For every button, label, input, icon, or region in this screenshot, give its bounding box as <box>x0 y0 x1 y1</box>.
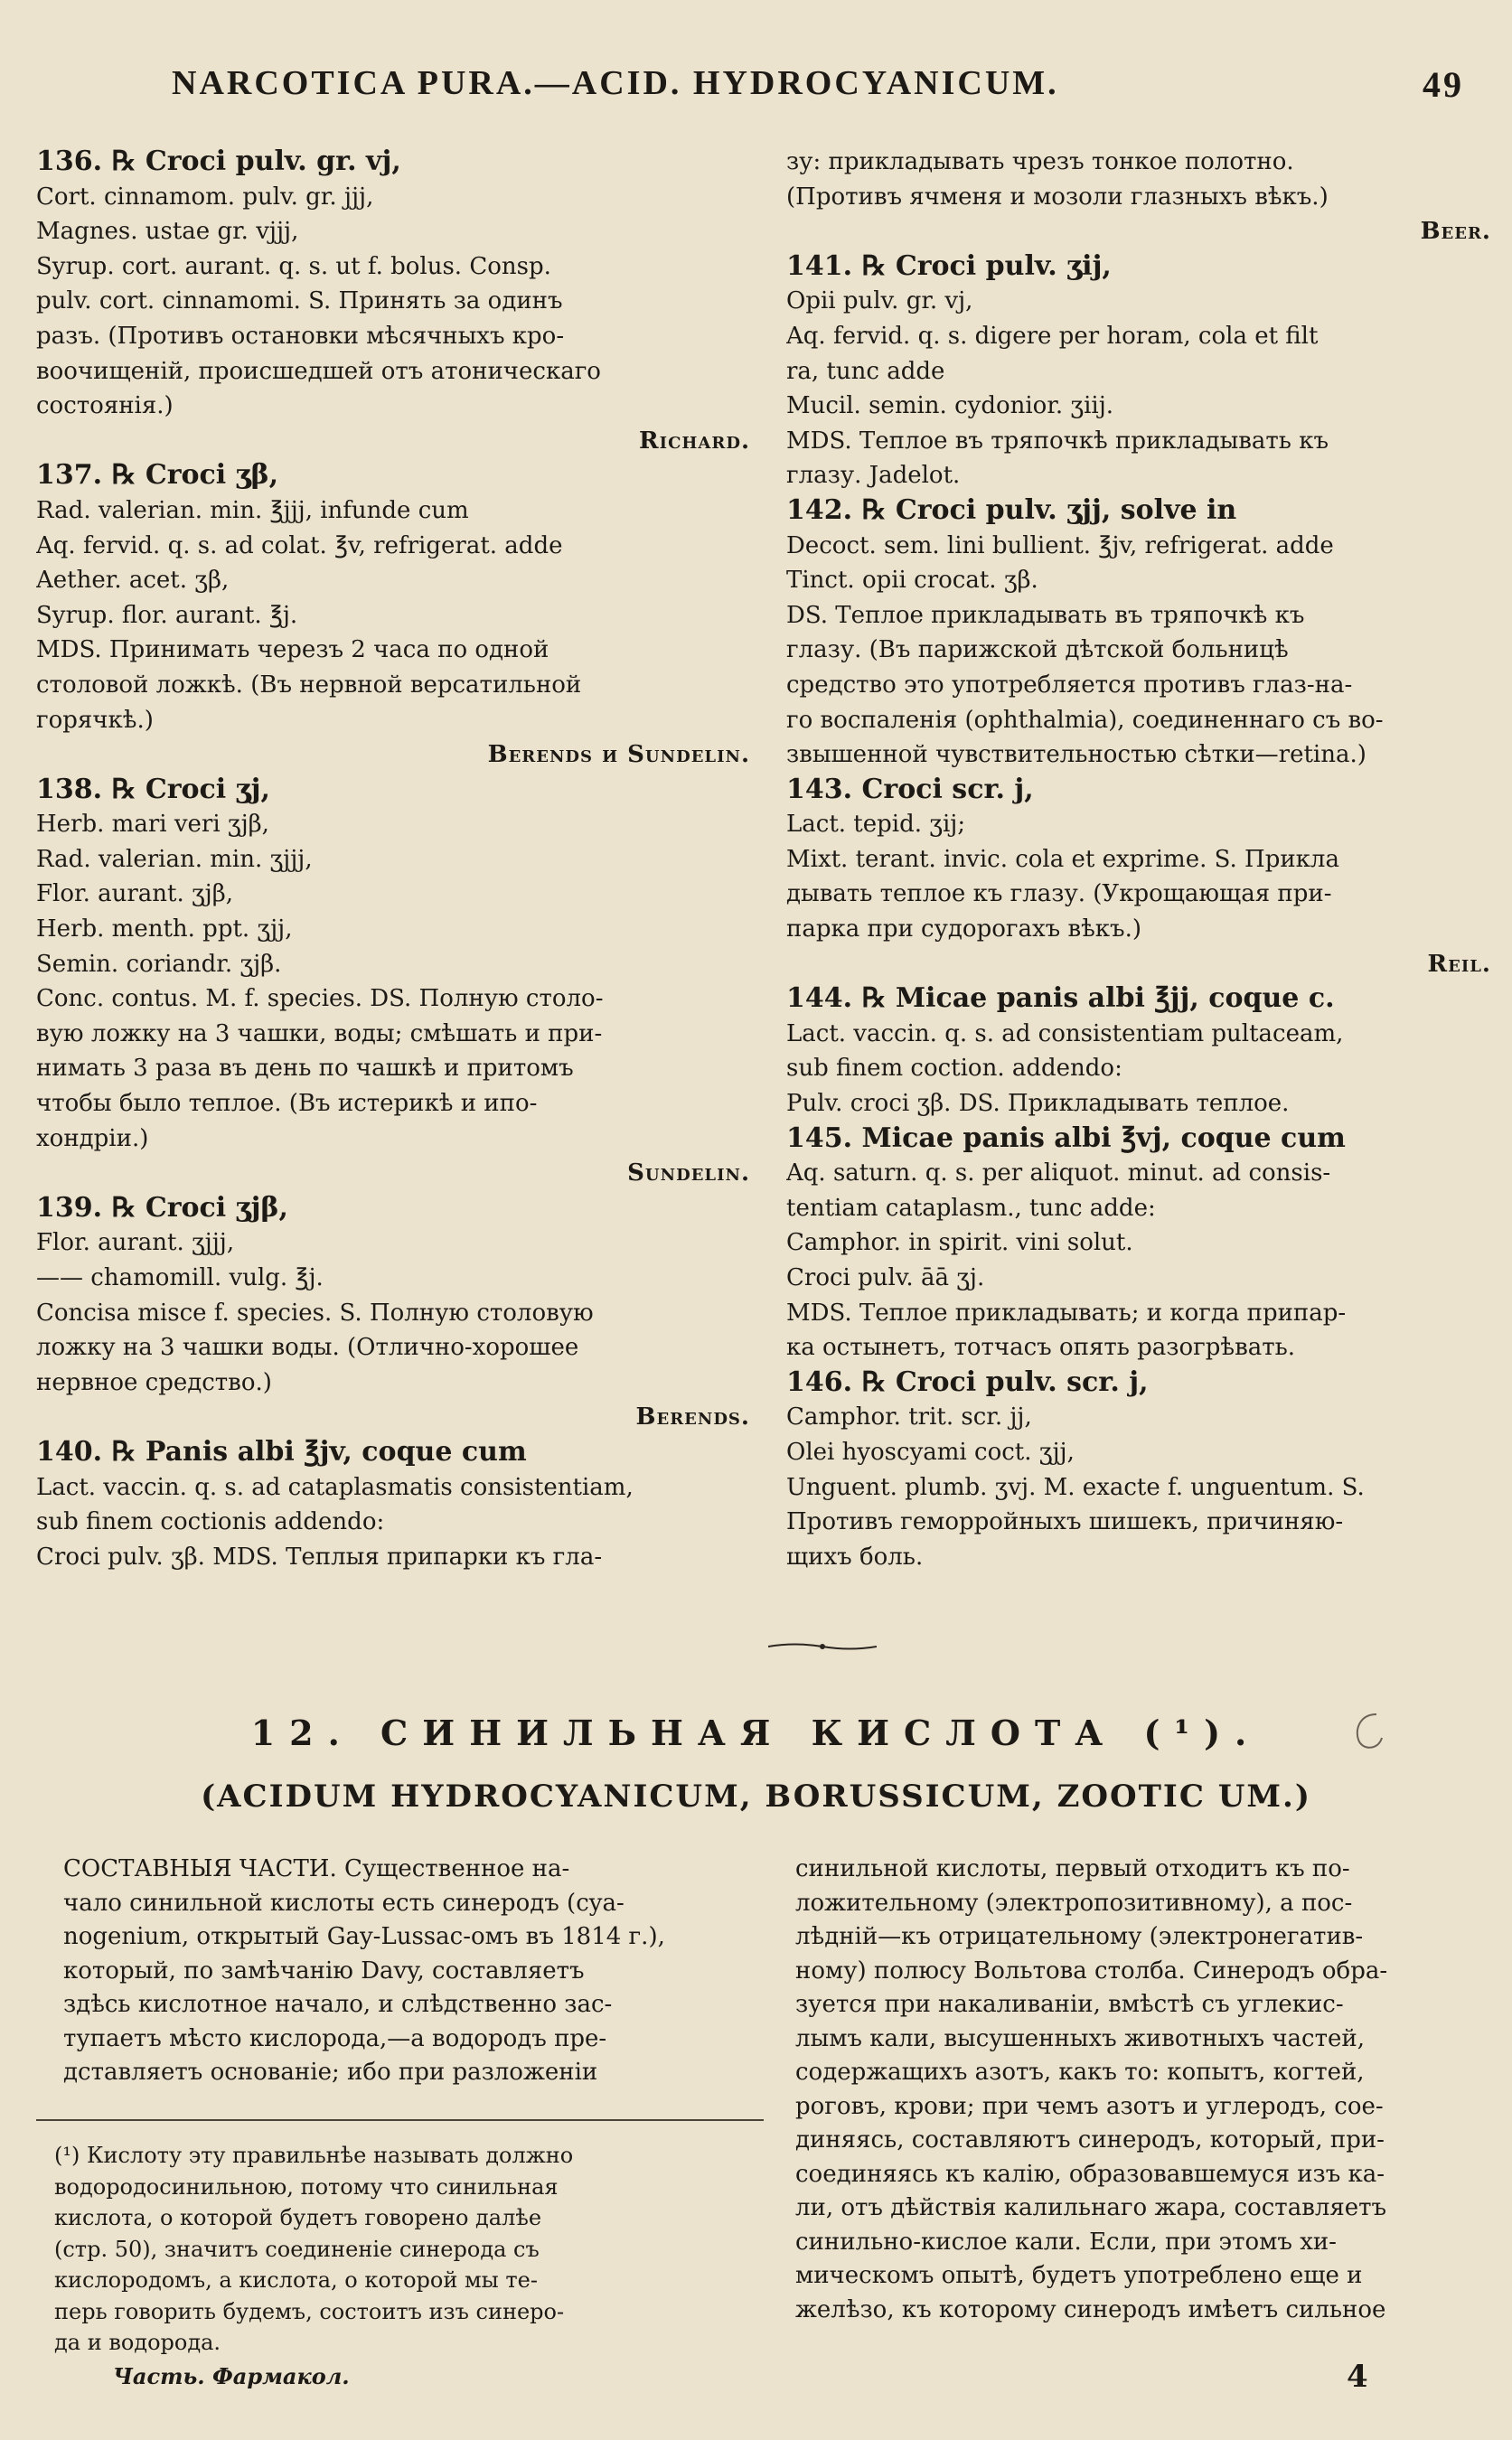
recipe-heading-line: 145. Micae panis albi ℥vj, coque cum <box>786 1121 1346 1154</box>
footnote-line: кислота, о которой будетъ говорено далѣе <box>54 2205 542 2230</box>
text-line: Semin. coriandr. ʒjβ. <box>36 950 282 978</box>
text-line: ложку на 3 чашки воды. (Отлично-хорошее <box>36 1334 579 1362</box>
text-line: Camphor. in spirit. vini solut. <box>786 1229 1133 1257</box>
recipe-heading-line: 143. Croci scr. j, <box>786 773 1034 805</box>
footnote <box>54 2140 768 2359</box>
text-line: нимать 3 раза въ день по чашкѣ и притомъ <box>36 1055 574 1083</box>
body-text-line: мическомъ опытѣ, будетъ употреблено еще и <box>795 2262 1363 2289</box>
text-line: Aether. acet. ʒβ, <box>36 567 230 595</box>
body-right-column <box>795 1853 1505 2327</box>
text-line: Herb. mari veri ʒjβ, <box>36 811 269 839</box>
text-line: sub finem coction. addendo: <box>786 1055 1122 1083</box>
section-subtitle: (ACIDUM HYDROCYANICUM, BORUSSICUM, ZOOTIC UM.) <box>201 1778 1311 1815</box>
text-line: Aq. fervid. q. s. digere per horam, cola et filt <box>786 322 1319 350</box>
recipe-heading-line: 142. ℞ Croci pulv. ʒjj, solve in <box>786 493 1237 526</box>
page-number: 49 <box>1423 64 1464 105</box>
text-line: MDS. Принимать черезъ 2 часа по одной <box>36 636 549 664</box>
author-signature: Sundelin. <box>627 1159 750 1187</box>
text-line: го воспаленія (ophthalmia), соединеннаго съ во- <box>786 706 1384 734</box>
text-line: Mixt. terant. invic. cola et exprime. S. Прикла <box>786 845 1339 873</box>
text-line: парка при судорогахъ вѣкъ.) <box>786 915 1141 943</box>
text-line: разъ. (Противъ остановки мѣсячныхъ кро- <box>36 322 565 350</box>
body-text-line: лѣдній—къ отрицательному (электронегатив- <box>795 1923 1364 1950</box>
body-text-line: ному) полюсу Вольтова столба. Синеродъ обра- <box>795 1957 1388 1985</box>
text-line: Syrup. cort. aurant. q. s. ut f. bolus. Consp. <box>36 252 551 280</box>
body-text-line: диняясь, составляютъ синеродъ, который, при- <box>795 2126 1385 2154</box>
body-text-line: зуется при накаливаніи, вмѣстѣ съ углекис- <box>795 1991 1344 2018</box>
text-line: Tinct. opii crocat. ʒβ. <box>786 567 1038 595</box>
text-line: звышенной чувствительностью сѣтки—retina.) <box>786 741 1366 769</box>
section-title: 12. СИНИЛЬНАЯ КИСЛОТА (¹). <box>250 1713 1262 1753</box>
body-text-line: тупаетъ мѣсто кислорода,—а водородъ пре- <box>63 2024 607 2052</box>
text-line: Aq. saturn. q. s. per aliquot. minut. ad consis- <box>786 1159 1331 1187</box>
body-text-line: nogenium, открытый Gay-Lussac-омъ въ 1814 г.), <box>63 1923 665 1950</box>
text-line: зу: прикладывать чрезъ тонкое полотно. <box>786 148 1294 175</box>
body-text-line: дставляетъ основаніе; ибо при разложеніи <box>63 2059 598 2086</box>
recipe-heading-line: 136. ℞ Croci pulv. gr. vj, <box>36 145 401 177</box>
text-line: Concisa misce f. species. S. Полную столовую <box>36 1299 594 1327</box>
recipe-heading-line: 141. ℞ Croci pulv. ʒij, <box>786 249 1112 282</box>
printer-signature: Часть. Фармакол. <box>113 2363 350 2389</box>
recipe-heading-line: 140. ℞ Panis albi ℥jv, coque cum <box>36 1435 527 1468</box>
text-line: MDS. Теплое прикладывать; и когда припар- <box>786 1299 1347 1327</box>
text-line: Противъ геморройныхъ шишекъ, причиняю- <box>786 1508 1344 1536</box>
text-line: Unguent. plumb. ʒvj. M. exacte f. unguentum. S. <box>786 1473 1365 1501</box>
text-line: горячкѣ.) <box>36 706 154 734</box>
author-signature: Richard. <box>639 427 750 455</box>
recipe-heading-line: 137. ℞ Croci ʒβ, <box>36 459 279 492</box>
text-line: Cort. cinnamom. pulv. gr. jjj, <box>36 183 374 211</box>
body-text-line: лымъ кали, высушенныхъ животныхъ частей, <box>795 2024 1365 2052</box>
footnote-line: (стр. 50), значитъ соединеніе синерода съ <box>54 2236 540 2262</box>
text-line: Conc. contus. M. f. species. DS. Полную столо- <box>36 985 604 1013</box>
recipes-right-column <box>786 145 1500 1574</box>
text-line: дывать теплое къ глазу. (Укрощающая при- <box>786 880 1332 908</box>
text-line: Flor. aurant. ʒjjj, <box>36 1229 235 1257</box>
section-separator <box>768 1640 877 1653</box>
text-line: Camphor. trit. scr. jj, <box>786 1403 1032 1431</box>
body-text-line: синильно-кислое кали. Если, при этомъ хи- <box>795 2228 1337 2256</box>
text-line: глазу. (Въ парижской дѣтской больницѣ <box>786 636 1289 664</box>
author-signature: Berends и Sundelin. <box>487 741 750 769</box>
text-line: ra, tunc adde <box>786 357 945 385</box>
footnote-line: (¹) Кислоту эту правильнѣе называть должно <box>54 2143 574 2168</box>
text-line: tentiam cataplasm., tunc adde: <box>786 1194 1156 1222</box>
text-line: sub finem coctionis addendo: <box>36 1508 385 1536</box>
running-head <box>172 63 1464 108</box>
body-text-line: желѣзо, къ которому синеродъ имѣетъ сильное <box>795 2295 1386 2323</box>
text-line: Croci pulv. ʒβ. MDS. Теплыя припарки къ гла- <box>36 1543 603 1571</box>
recipe-heading-line: 139. ℞ Croci ʒjβ, <box>36 1191 288 1224</box>
text-line: Flor. aurant. ʒjβ, <box>36 880 234 908</box>
text-line: Croci pulv. āā ʒj. <box>786 1264 985 1291</box>
text-line: чтобы было теплое. (Въ истерикѣ и ипо- <box>36 1090 538 1118</box>
text-line: Decoct. sem. lini bullient. ℥jv, refrigerat. adde <box>786 531 1334 559</box>
author-signature: Reil. <box>1427 950 1491 978</box>
author-signature: Berends. <box>635 1403 750 1431</box>
body-text-line: СОСТАВНЫЯ ЧАСТИ. Существенное на- <box>63 1855 570 1882</box>
text-line: DS. Теплое прикладывать въ тряпочкѣ къ <box>786 601 1305 629</box>
text-line: нервное средство.) <box>36 1368 272 1396</box>
recipe-heading-line: 138. ℞ Croci ʒj, <box>36 773 270 805</box>
text-line: —— chamomill. vulg. ℥j. <box>36 1264 324 1291</box>
text-line: ка остынетъ, тотчасъ опять разогрѣвать. <box>786 1334 1296 1362</box>
body-text-line: который, по замѣчанію Davy, составляетъ <box>63 1957 585 1985</box>
text-line: хондріи.) <box>36 1124 149 1152</box>
body-text-line: соединяясь къ калію, образовавшемуся изъ ка- <box>795 2160 1385 2188</box>
text-line: состоянія.) <box>36 392 174 420</box>
text-line: Herb. menth. ppt. ʒjj, <box>36 915 293 943</box>
text-line: Rad. valerian. min. ʒjjj, <box>36 845 313 873</box>
footnote-line: да и водорода. <box>54 2330 221 2355</box>
footnote-line: водородосинильною, потому что синильная <box>54 2173 559 2200</box>
body-text-line: содержащихъ азотъ, какъ то: копытъ, когтей, <box>795 2059 1365 2086</box>
text-line: Rad. valerian. min. ℥jjj, infunde cum <box>36 496 469 524</box>
text-line: Mucil. semin. cydonior. ʒiij. <box>786 392 1114 420</box>
text-line: вую ложку на 3 чашки, воды; смѣшать и при- <box>36 1019 603 1047</box>
text-line: Lact. vaccin. q. s. ad consistentiam pultaceam, <box>786 1019 1344 1047</box>
footnote-rule <box>36 2119 764 2121</box>
body-text-line: роговъ, крови; при чемъ азотъ и углеродъ, сое- <box>795 2092 1384 2120</box>
text-line: MDS. Теплое въ тряпочкѣ прикладывать къ <box>786 427 1329 455</box>
text-line: воочищеній, происшедшей отъ атоническаго <box>36 357 601 385</box>
text-line: щихъ боль. <box>786 1543 924 1571</box>
text-line: средство это употребляется противъ глаз-на- <box>786 671 1353 699</box>
text-line: Magnes. ustae gr. vjjj, <box>36 218 299 246</box>
text-line: Pulv. croci ʒβ. DS. Прикладывать теплое. <box>786 1090 1290 1118</box>
ink-mark-icon <box>1351 1711 1387 1752</box>
text-line: pulv. cort. cinnamomi. S. Принять за одинъ <box>36 287 563 315</box>
body-left-column <box>63 1853 768 2090</box>
recipe-heading-line: 144. ℞ Micae panis albi ℥jj, coque c. <box>786 982 1335 1015</box>
footnote-line: перь говорить будемъ, состоитъ изъ синеро- <box>54 2298 565 2324</box>
body-text-line: ложительному (электропозитивному), а пос- <box>795 1889 1353 1917</box>
body-text-line: чало синильной кислоты есть синеродъ (cya- <box>63 1889 625 1917</box>
text-line: Opii pulv. gr. vj, <box>786 287 973 315</box>
text-line: Syrup. flor. aurant. ℥j. <box>36 601 298 629</box>
recipes-left-column <box>36 145 759 1574</box>
text-line: Aq. fervid. q. s. ad colat. ℥v, refrigerat. adde <box>36 531 563 559</box>
text-line: глазу. Jadelot. <box>786 462 961 490</box>
body-text-line: ли, отъ дѣйствія калильнаго жара, составляетъ <box>795 2194 1387 2221</box>
footnote-line: кислородомъ, а кислота, о которой мы те- <box>54 2267 538 2293</box>
text-line: Olei hyoscyami coct. ʒjj, <box>786 1438 1075 1466</box>
text-line: (Противъ ячменя и мозоли глазныхъ вѣкъ.) <box>786 183 1329 211</box>
recipe-heading-line: 146. ℞ Croci pulv. scr. j, <box>786 1365 1149 1398</box>
body-text-line: здѣсь кислотное начало, и слѣдственно зас- <box>63 1991 613 2018</box>
running-title: NARCOTICA PURA.—ACID. HYDROCYANICUM. <box>172 64 1059 102</box>
text-line: Lact. vaccin. q. s. ad cataplasmatis consistentiam, <box>36 1473 634 1501</box>
author-signature: Beer. <box>1420 218 1491 246</box>
text-line: Lact. tepid. ʒij; <box>786 811 966 839</box>
text-line: столовой ложкѣ. (Въ нервной версатильной <box>36 671 582 699</box>
body-text-line: синильной кислоты, первый отходитъ къ по- <box>795 1855 1350 1882</box>
signature-number: 4 <box>1347 2359 1368 2395</box>
